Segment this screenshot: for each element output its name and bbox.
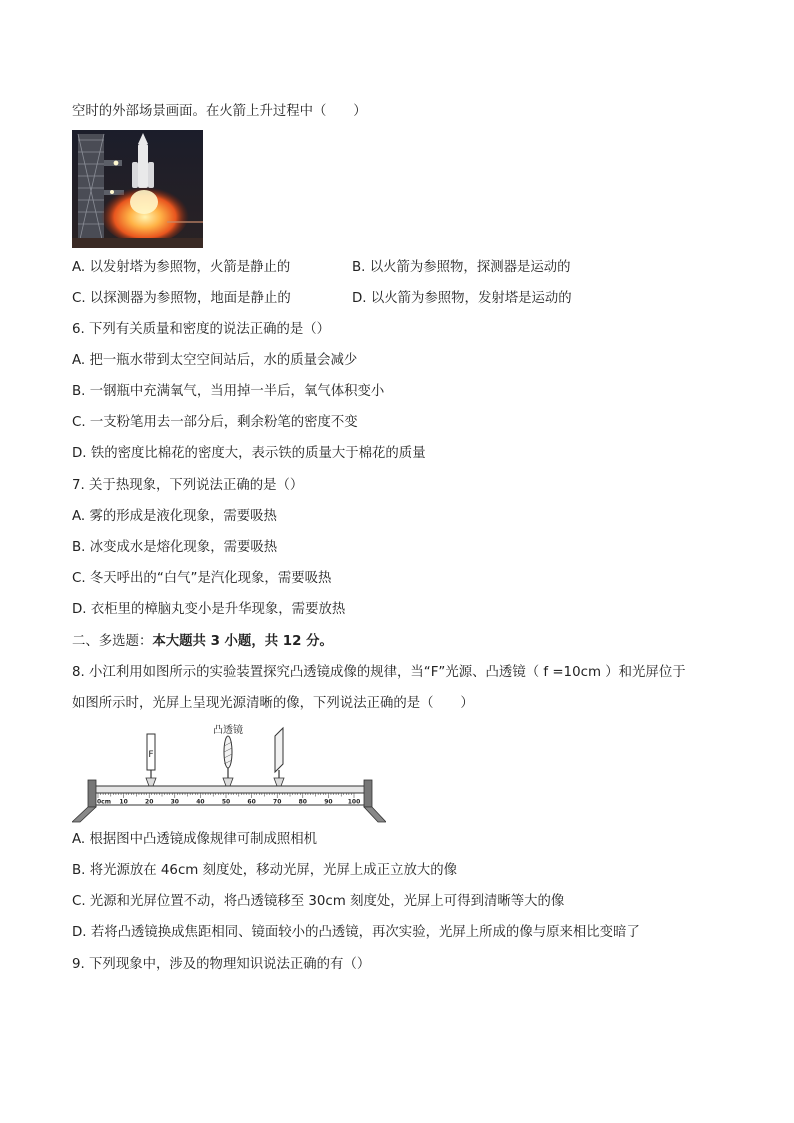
q8-option-c: C. 光源和光屏位置不动，将凸透镜移至 30cm 刻度处，光屏上可得到清晰等大的像 <box>72 894 565 909</box>
ruler-label: 0cm <box>97 798 111 806</box>
q7-option-a: A. 雾的形成是液化现象，需要吸热 <box>72 509 277 524</box>
ruler-label: 30 <box>170 798 179 806</box>
lens-label: 凸透镜 <box>213 725 243 736</box>
ruler-label: 20 <box>145 798 154 806</box>
q5-option-a: A. 以发射塔为参照物，火箭是静止的 <box>72 260 291 275</box>
ruler-label: 90 <box>324 798 333 806</box>
q8-stem-line2: 如图所示时，光屏上呈现光源清晰的像，下列说法正确的是（ ） <box>72 696 474 711</box>
section-heading <box>72 632 333 652</box>
ruler-label: 100 <box>347 798 361 806</box>
section-prefix: 二、多选题： <box>72 634 153 649</box>
q8-option-d: D. 若将凸透镜换成焦距相同、镜面较小的凸透镜，再次实验，光屏上所成的像与原来相比变暗了 <box>72 925 640 940</box>
q5-option-b: B. 以火箭为参照物，探测器是运动的 <box>352 260 571 275</box>
q7-option-d: D. 衣柜里的樟脑丸变小是升华现象，需要放热 <box>72 602 346 617</box>
q9-stem: 9. 下列现象中，涉及的物理知识说法正确的有（） <box>72 957 371 972</box>
section-detail: 本大题共 3 小题，共 12 分。 <box>152 634 333 649</box>
q7-option-b: B. 冰变成水是熔化现象，需要吸热 <box>72 540 278 555</box>
ruler-label: 70 <box>273 798 282 806</box>
q6-option-b: B. 一钢瓶中充满氧气，当用掉一半后，氧气体积变小 <box>72 384 385 399</box>
light-source-letter: F <box>148 750 154 760</box>
q8-stem-line1: 8. 小江利用如图所示的实验装置探究凸透镜成像的规律，当“F”光源、凸透镜（ f =10cm ）和光屏位于 <box>72 665 686 680</box>
q7-option-c: C. 冬天呼出的“白气”是汽化现象，需要吸热 <box>72 571 332 586</box>
q5-stem-tail: 空时的外部场景画面。在火箭上升过程中（ ） <box>72 104 367 119</box>
ruler-label: 80 <box>298 798 307 806</box>
ruler-label: 50 <box>221 798 231 806</box>
q5-option-d: D. 以火箭为参照物，发射塔是运动的 <box>352 291 572 306</box>
q6-option-d: D. 铁的密度比棉花的密度大，表示铁的质量大于棉花的质量 <box>72 446 426 461</box>
ruler-label: 10 <box>119 798 128 806</box>
optical-bench-diagram <box>72 720 386 824</box>
q8-option-a: A. 根据图中凸透镜成像规律可制成照相机 <box>72 832 318 847</box>
q6-option-c: C. 一支粉笔用去一部分后，剩余粉笔的密度不变 <box>72 415 358 430</box>
q7-stem: 7. 关于热现象，下列说法正确的是（） <box>72 478 304 493</box>
rocket-launch-photo <box>72 130 203 248</box>
q5-option-c: C. 以探测器为参照物，地面是静止的 <box>72 291 291 306</box>
ruler-label: 60 <box>247 798 256 806</box>
q8-option-b: B. 将光源放在 46cm 刻度处，移动光屏，光屏上成正立放大的像 <box>72 863 458 878</box>
q6-stem: 6. 下列有关质量和密度的说法正确的是（） <box>72 322 331 337</box>
ruler-label: 40 <box>196 798 205 806</box>
q6-option-a: A. 把一瓶水带到太空空间站后，水的质量会减少 <box>72 353 358 368</box>
